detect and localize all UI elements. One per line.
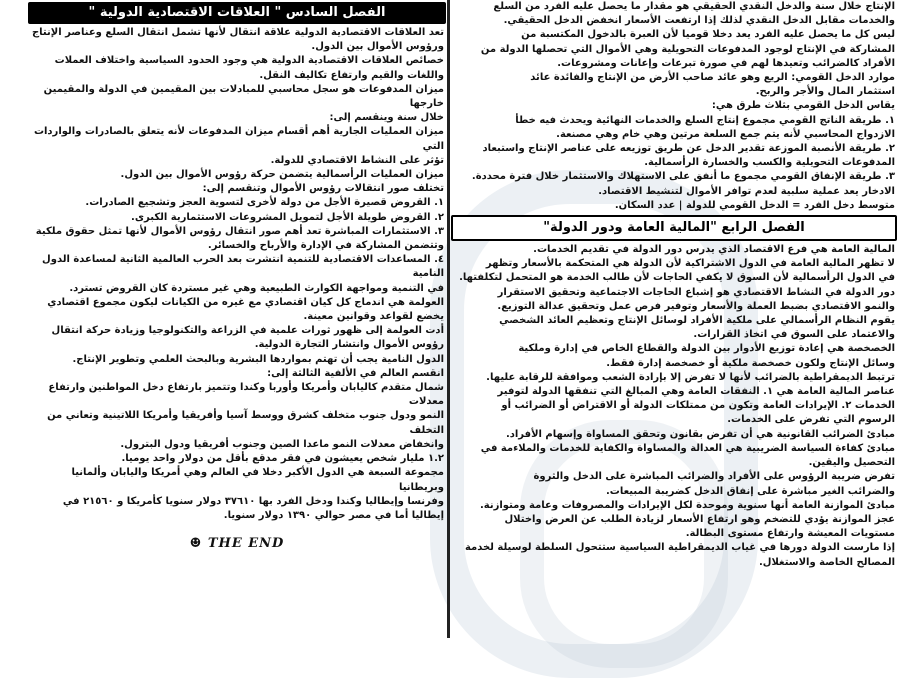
text-line: دور الدولة في النشاط الاقتصادي هو إشباع الحاجات الاجتماعية وتحقيق الاستقرار — [497, 286, 895, 298]
text-line: العولمة هي اندماج كل كيان اقتصادي مع غيره من الكيانات ليكون مجموع اقتصادي — [47, 296, 444, 308]
text-line: تختلف صور انتقالات رؤوس الأموال وتنقسم إلى: — [202, 183, 444, 195]
text-line: مستويات المعيشة وارتفاع مستوى البطالة. — [685, 528, 895, 540]
left-column — [28, 0, 446, 638]
text-line: ٢. طريقة الأنصبة الموزعة تقدير الدخل عن طريق توزيعه على عناصر الإنتاج واستبعاد — [482, 143, 895, 155]
text-line: إيطاليا أما في مصر حوالي ١٣٩٠ دولار سنويا. — [223, 509, 444, 521]
text-line: يخضع لقواعد وقوانين معينة. — [303, 311, 444, 323]
text-line: شمال متقدم كاليابان وأمريكا وأوربا وكندا وتتميز بارتفاع دخل المواطنين وارتفاع معدلات — [48, 382, 444, 408]
text-line: تفرض ضريبة الرؤوس على الأفراد والضرائب المباشرة على الدخل والثروة — [533, 471, 895, 483]
text-line: لا تظهر المالية العامة في الدول الاشتراكية لأن الدولة هي المتحكمة بالأسعار وتظهر — [485, 258, 895, 270]
text-line: وانخفاض معدلات النمو ماعدا الصين وجنوب أفريقيا ودول البترول. — [120, 438, 444, 450]
text-line: والنمو الاقتصادي بضبط العملة والأسعار وتوفير فرص عمل وتحقيق عدالة التوزيع. — [497, 300, 895, 312]
chapter4-title: الفصل الرابع "المالية العامة ودور الدولة" — [451, 215, 897, 241]
text-line: الخدمات ٢. الإيرادات العامة وتكون من ممتلكات الدولة أو الاقتراض أو الضرائب أو — [501, 400, 895, 412]
text-line: ليس كل ما يحصل عليه الفرد يعد دخلا قوميا لأن العبرة بالدخول المكتسبة من — [521, 29, 895, 41]
text-line: في الدول الرأسمالية لأن السوق لا يكفي الحاجات لأن طالب الخدمة هو المتحمل لتكلفتها. — [459, 272, 895, 284]
text-line: الرسوم التي تفرض على الخدمات. — [727, 414, 895, 426]
text-line: ٤. المساعدات الاقتصادية للتنمية انتشرت بعد الحرب العالمية الثانية لمساعدة الدول النامية — [42, 254, 444, 280]
text-line: وتتضمن المشاركة في الإدارة والأرباح والخسائر. — [207, 240, 444, 252]
column-divider — [447, 0, 450, 638]
text-line: ميزان العمليات الرأسمالية يتضمن حركة رؤوس الأموال بين الدول. — [120, 169, 444, 181]
text-line: تعد العلاقات الاقتصادية الدولية علاقة انتقال لأنها تشمل انتقال السلع وعناصر الإنتاج — [31, 27, 444, 38]
text-line: ٣. الاستثمارات المباشرة تعد أهم صور انتقال رؤوس الأموال لأنها تمثل حقوق ملكية — [35, 225, 444, 237]
right-column — [451, 0, 897, 638]
text-line: أدت العولمة إلى ظهور ثورات علمية في الزراعة والتكنولوجيا وزيادة حركة انتقال — [51, 325, 444, 337]
text-line: ٢. القروض طويلة الأجل لتمويل المشروعات الاستثمارية الكبرى. — [131, 211, 444, 223]
text-line: ١. طريقة الناتج القومي مجموع إنتاج السلع والخدمات النهائية ويحدث فيه خطأ — [515, 114, 895, 126]
text-line: ١.٢ مليار شخص يعيشون في فقر مدقع بأقل من دولار واحد يوميا. — [121, 453, 444, 465]
the-end-mark: THE END ☻ — [189, 536, 285, 552]
text-line: خلال سنة وينقسم إلى: — [329, 112, 444, 124]
text-line: مجموعة السبعة هي الدول الأكبر دخلا في العالم وهي أمريكا واليابان وألمانيا وبريطانيا — [71, 467, 444, 493]
text-line: الخصخصة هي إعادة توزيع الأدوار بين الدولة والقطاع الخاص في إدارة وملكية — [518, 343, 895, 355]
text-line: والخدمات مقابل الدخل النقدي لذلك إذا ارتفعت الأسعار انخفض الدخل الحقيقي. — [503, 15, 895, 27]
chapter6-title: الفصل السادس " العلاقات الاقتصادية الدولية " — [28, 2, 446, 24]
text-line: مبادئ كفاءة السياسة الضريبية هي العدالة والمساواة والكفاية للخدمات والملاءمة في — [480, 442, 895, 454]
text-line: وفرنسا وإيطاليا وكندا ودخل الفرد بها ٣٧٦١٠ دولار سنويا كأمريكا و ٢١٥٦٠ في — [62, 495, 444, 507]
text-line: تؤثر على النشاط الاقتصادي للدولة. — [270, 154, 444, 166]
text-line: مبادئ الموازنة العامة أنها سنوية وموحدة لكل الإيرادات والمصروفات وعامة ومتوازنة. — [480, 499, 895, 511]
text-line: المصالح الخاصة والاستغلال. — [758, 556, 895, 568]
text-line: متوسط دخل الفرد = الدخل القومي للدولة | عدد السكان. — [614, 199, 895, 211]
text-line: خصائص العلاقات الاقتصادية الدولية هي وجود الحدود السياسية واختلاف العملات — [54, 55, 444, 67]
text-line: وسائل الإنتاج ولكون خصخصة ملكية أو خصخصة إدارة فقط. — [606, 357, 895, 369]
text-line: والضرائب الغير مباشرة على إنفاق الدخل كضريبة المبيعات. — [605, 485, 895, 497]
text-line: في التنمية ومواجهة الكوارث الطبيعية وهي غير مستردة كان القروض تسترد. — [69, 282, 444, 294]
text-line: ترتبط الديمقراطية بالضرائب لأنها لا تفرض إلا بإرادة الشعب وموافقة للرقابة عليها. — [486, 371, 895, 383]
text-line: عناصر المالية العامة هي ١. النفقات العامة وهي المبالغ التي تنفقها الدولة لتوفير — [497, 386, 895, 398]
text-line: ١. القروض قصيرة الأجل من دولة لأخرى لتسوية العجز وتشجيع الصادرات. — [85, 197, 444, 209]
text-line: انقسم العالم في الألفية الثالثة إلى: — [267, 367, 444, 379]
text-line: والاعتماد على السوق في اتخاذ القرارات. — [693, 329, 895, 341]
text-line: إذا مارست الدولة دورها في غياب الديمقراطية السياسية ستتحول السلطة لوسيلة لخدمة — [464, 542, 895, 554]
right-top-paragraphs — [451, 0, 897, 213]
text-line: الدول النامية يجب أن تهتم بمواردها البشرية وبالبحث العلمي وتطوير الإنتاج. — [72, 353, 444, 365]
text-line: الادخار يعد عملية سلبية لعدم توافر الأموال لتنشيط الاقتصاد. — [598, 185, 895, 197]
text-line: يقوم النظام الرأسمالي على ملكية الأفراد لوسائل الإنتاج وتعظيم العائد الشخصي — [499, 315, 895, 327]
text-line: ميزان العمليات الجارية أهم أقسام ميزان المدفوعات لأنه يتعلق بالصادرات والواردات التي — [33, 126, 444, 152]
right-bottom-paragraphs — [451, 243, 897, 570]
left-paragraphs — [28, 26, 446, 523]
text-line: الإنتاج خلال سنة والدخل النقدي الحقيقي هو مقدار ما يحصل عليه الفرد من السلع — [493, 1, 895, 12]
text-line: الأفراد كالضرائب وتعيدها لهم في صورة تبرعات وإعانات ومشروعات. — [557, 57, 895, 69]
text-line: استثمار المال والأجر والربح. — [755, 86, 895, 98]
text-line: ورؤوس الأموال بين الدول. — [311, 41, 444, 53]
text-line: موارد الدخل القومي: الريع وهو عائد صاحب الأرض من الإنتاج والفائدة عائد — [530, 72, 895, 84]
text-line: النمو ودول جنوب متخلف كشرق ووسط آسيا وأفريقيا وأمريكا اللاتينية وتعاني من التخلف — [47, 410, 444, 436]
text-line: يقاس الدخل القومي بثلاث طرق هي: — [711, 100, 895, 112]
text-line: ميزان المدفوعات هو سجل محاسبي للمبادلات بين المقيمين في الدولة والمقيمين خارجها — [43, 83, 444, 110]
text-line: الازدواج المحاسبي لأنه يتم جمع السلعة مرتين وهي خام وهي مصنعة. — [556, 128, 895, 140]
text-line: واللغات والقيم وارتفاع تكاليف النقل. — [259, 69, 444, 81]
text-line: رؤوس الأموال وانتشار التجارة الدولية. — [254, 339, 444, 351]
text-line: المالية العامة هي فرع الاقتصاد الذي يدرس دور الدولة في تقديم الخدمات. — [533, 244, 895, 256]
text-line: ٣. طريقة الإنفاق القومي مجموع ما أنفق على الاستهلاك والاستثمار خلال فترة محددة. — [471, 171, 895, 183]
text-line: المدفوعات التحويلية والكسب والخسارة الرأسمالية. — [644, 157, 895, 169]
text-line: المشاركة في الإنتاج لوجود المدفوعات التحويلية وهي الأموال التي تحصلها الدولة من — [480, 43, 895, 55]
text-line: عجز الموازنة يؤدي للتضخم وهو ارتفاع الأسعار لزيادة الطلب عن العرض واختلال — [504, 513, 895, 525]
text-line: التحصيل واليقين. — [808, 457, 895, 469]
text-line: مبادئ الضرائب القانونية هي أن تفرض بقانون وتحقق المساواة وإسهام الأفراد. — [505, 428, 895, 440]
